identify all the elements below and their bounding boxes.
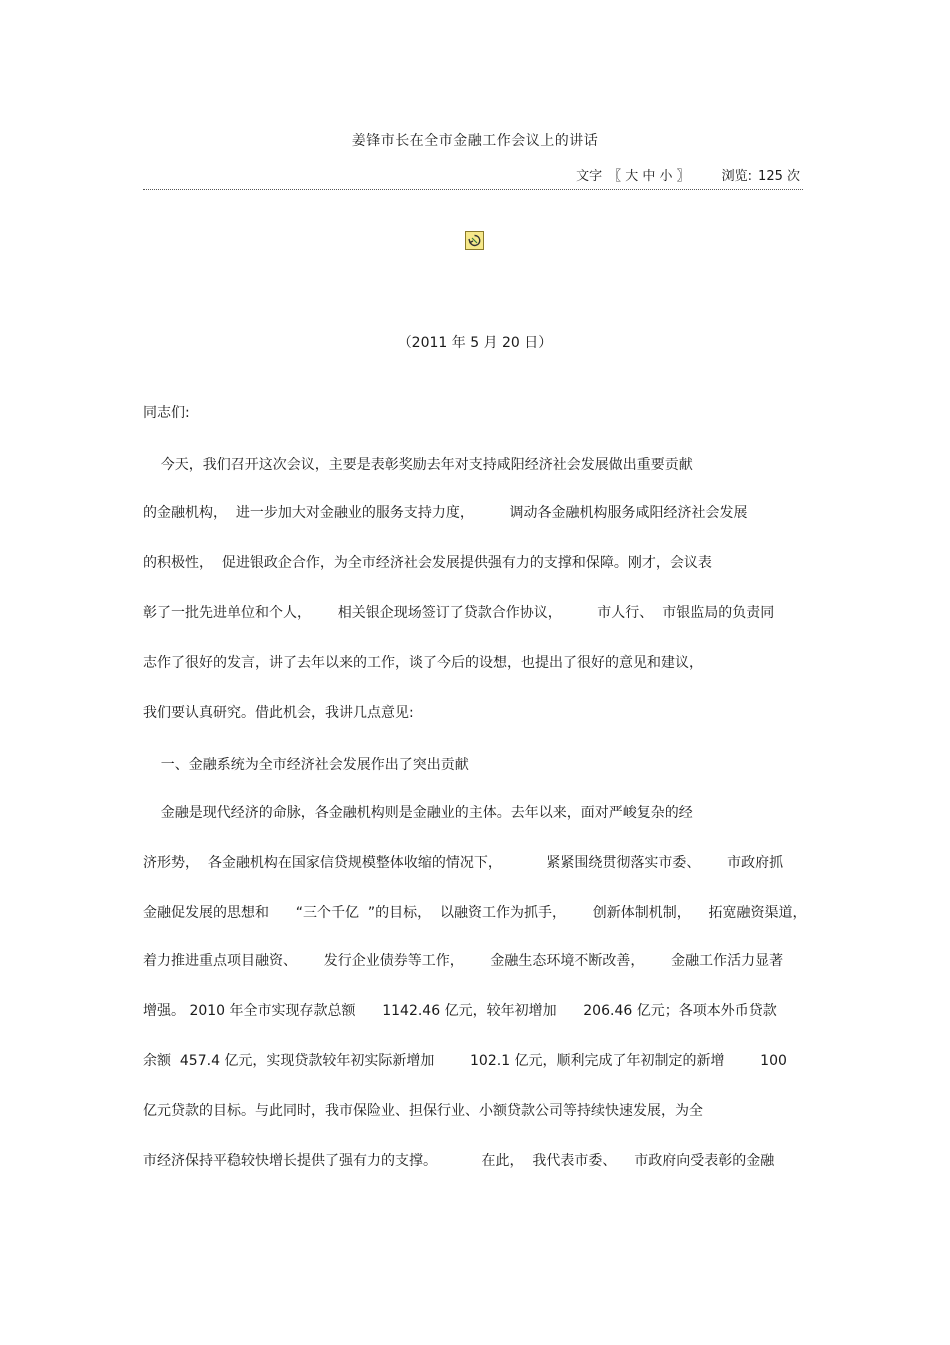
meta-spacer <box>696 165 716 184</box>
body-line: 今天，我们召开这次会议，主要是表彰奖励去年对支持咸阳经济社会发展做出重要贡献 <box>143 457 693 473</box>
body-line: 彰了一批先进单位和个人， 相关银企现场签订了贷款合作协议， 市人行、 市银监局的负责同 <box>143 605 775 621</box>
body-line: 市经济保持平稳较快增长提供了强有力的支撑。 在此， 我代表市委、 市政府向受表彰的金融 <box>143 1153 775 1169</box>
font-size-label: 文字 <box>576 169 603 184</box>
body-line: 我们要认真研究。借此机会，我讲几点意见: <box>143 705 414 721</box>
body-line: 增强。 2010 年全市实现存款总额 1142.46 亿元，较年初增加 206.46 亿元；各项本外币贷款 <box>143 1003 777 1019</box>
broken-image-icon <box>465 231 484 250</box>
header-divider <box>143 189 803 190</box>
font-size-switcher[interactable]: 〖 大 中 小 〗 <box>608 169 690 184</box>
section-heading: 一、金融系统为全市经济社会发展作出了突出贡献 <box>143 757 469 773</box>
body-line: 金融促发展的思想和 “三个千亿 ”的目标， 以融资工作为抓手， 创新体制机制， 拓宽融资渠道， <box>143 905 807 921</box>
meta-row <box>576 165 800 184</box>
body-line: 的积极性， 促进银政企合作，为全市经济社会发展提供强有力的支撑和保障。刚才，会议表 <box>143 555 712 571</box>
page-title: 姜锋市长在全市金融工作会议上的讲话 <box>351 133 599 149</box>
views-label: 浏览: <box>721 169 753 184</box>
body-line: 金融是现代经济的命脉，各金融机构则是金融业的主体。去年以来，面对严峻复杂的经 <box>143 805 693 821</box>
body-line: 志作了很好的发言，讲了去年以来的工作，谈了今后的设想，也提出了很好的意见和建议， <box>143 655 703 671</box>
body-line: 亿元贷款的目标。与此同时，我市保险业、担保行业、小额贷款公司等持续快速发展，为全 <box>143 1103 703 1119</box>
body-line: 济形势， 各金融机构在国家信贷规模整体收缩的情况下， 紧紧围绕贯彻落实市委、 市政府抓 <box>143 855 784 871</box>
salutation: 同志们: <box>143 405 190 421</box>
body-line: 着力推进重点项目融资、 发行企业债券等工作， 金融生态环境不断改善， 金融工作活力显著 <box>143 953 784 969</box>
speech-date: （2011 年 5 月 20 日） <box>397 335 553 351</box>
views-count: 125 次 <box>758 169 800 184</box>
body-line: 余额 457.4 亿元，实现贷款较年初实际新增加 102.1 亿元，顺利完成了年初制定的新增 100 <box>143 1053 787 1069</box>
body-line: 的金融机构， 进一步加大对金融业的服务支持力度， 调动各金融机构服务咸阳经济社会发展 <box>143 505 748 521</box>
